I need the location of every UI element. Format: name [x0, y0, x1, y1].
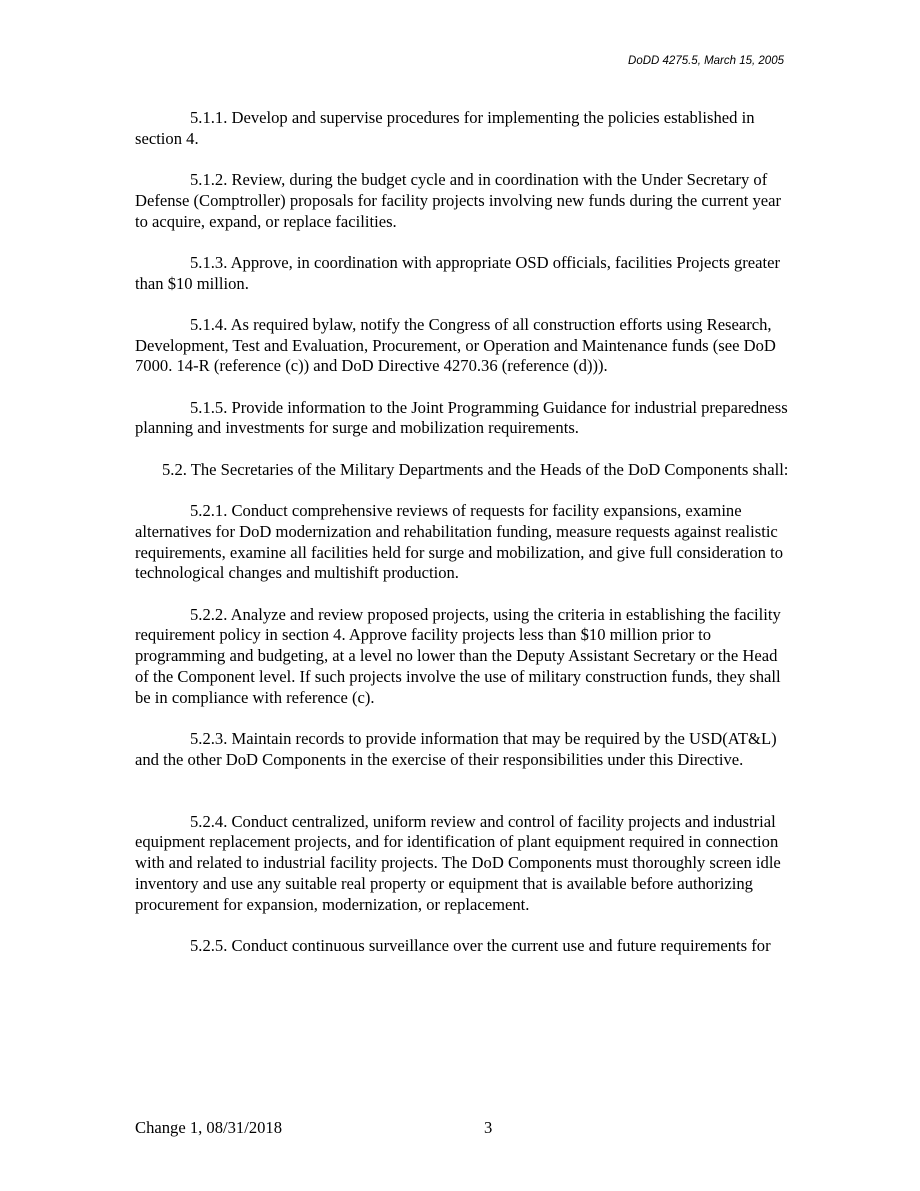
paragraph-5-2-3: 5.2.3. Maintain records to provide information that may be required by the USD(AT&L) and the other DoD Components in the exercise of their responsibilities under this Directive.: [135, 728, 777, 769]
paragraph-5-1-1: 5.1.1. Develop and supervise procedures for implementing the policies established in section 4.: [135, 108, 755, 148]
paragraph-5-2-5: 5.2.5. Conduct continuous surveillance over the current use and future requirements for: [190, 935, 771, 955]
document-body: [135, 108, 795, 977]
document-reference-header: DoDD 4275.5, March 15, 2005: [628, 55, 784, 67]
paragraph-5-2: 5.2. The Secretaries of the Military Departments and the Heads of the DoD Components shall:: [162, 459, 789, 479]
page-number: 3: [484, 1118, 493, 1137]
change-notice: Change 1, 08/31/2018: [135, 1118, 283, 1137]
paragraph-5-2-2: 5.2.2. Analyze and review proposed projects, using the criteria in establishing the facility requirement policy in section 4. Approve facility projects less than $10 million prior to programming and budgeting, at a level no lower than the Deputy Assistant Secretary or the Head of the Component level. If such projects involve the use of military construction funds, they shall be in compliance with reference (c).: [135, 604, 781, 707]
paragraph-5-2-4: 5.2.4. Conduct centralized, uniform review and control of facility projects and industrial equipment replacement projects, and for identification of plant equipment required in connection with and related to industrial facility projects. The DoD Components must thoroughly screen idle inventory and use any suitable real property or equipment that is available before authorizing procurement for expansion, modernization, or replacement.: [135, 811, 781, 914]
paragraph-5-1-4: 5.1.4. As required bylaw, notify the Congress of all construction efforts using Research, Development, Test and Evaluation, Procurement, or Operation and Maintenance funds (see DoD 7000. 14-R (reference (c)) and DoD Directive 4270.36 (reference (d))).: [135, 314, 776, 376]
paragraph-5-1-3: 5.1.3. Approve, in coordination with appropriate OSD officials, facilities Projects greater than $10 million.: [135, 252, 781, 293]
paragraph-5-1-2: 5.1.2. Review, during the budget cycle and in coordination with the Under Secretary of Defense (Comptroller) proposals for facility projects involving new funds during the current year to acquire, expand, or replace facilities.: [135, 170, 782, 231]
paragraph-5-2-1: 5.2.1. Conduct comprehensive reviews of requests for facility expansions, examine alternatives for DoD modernization and rehabilitation funding, measure requests against realistic requirements, examine all facilities held for surge and mobilization, and give full consideration to technological changes and multishift production.: [135, 501, 784, 583]
paragraph-5-1-5: 5.1.5. Provide information to the Joint Programming Guidance for industrial preparedness planning and investments for surge and mobilization requirements.: [135, 397, 788, 438]
